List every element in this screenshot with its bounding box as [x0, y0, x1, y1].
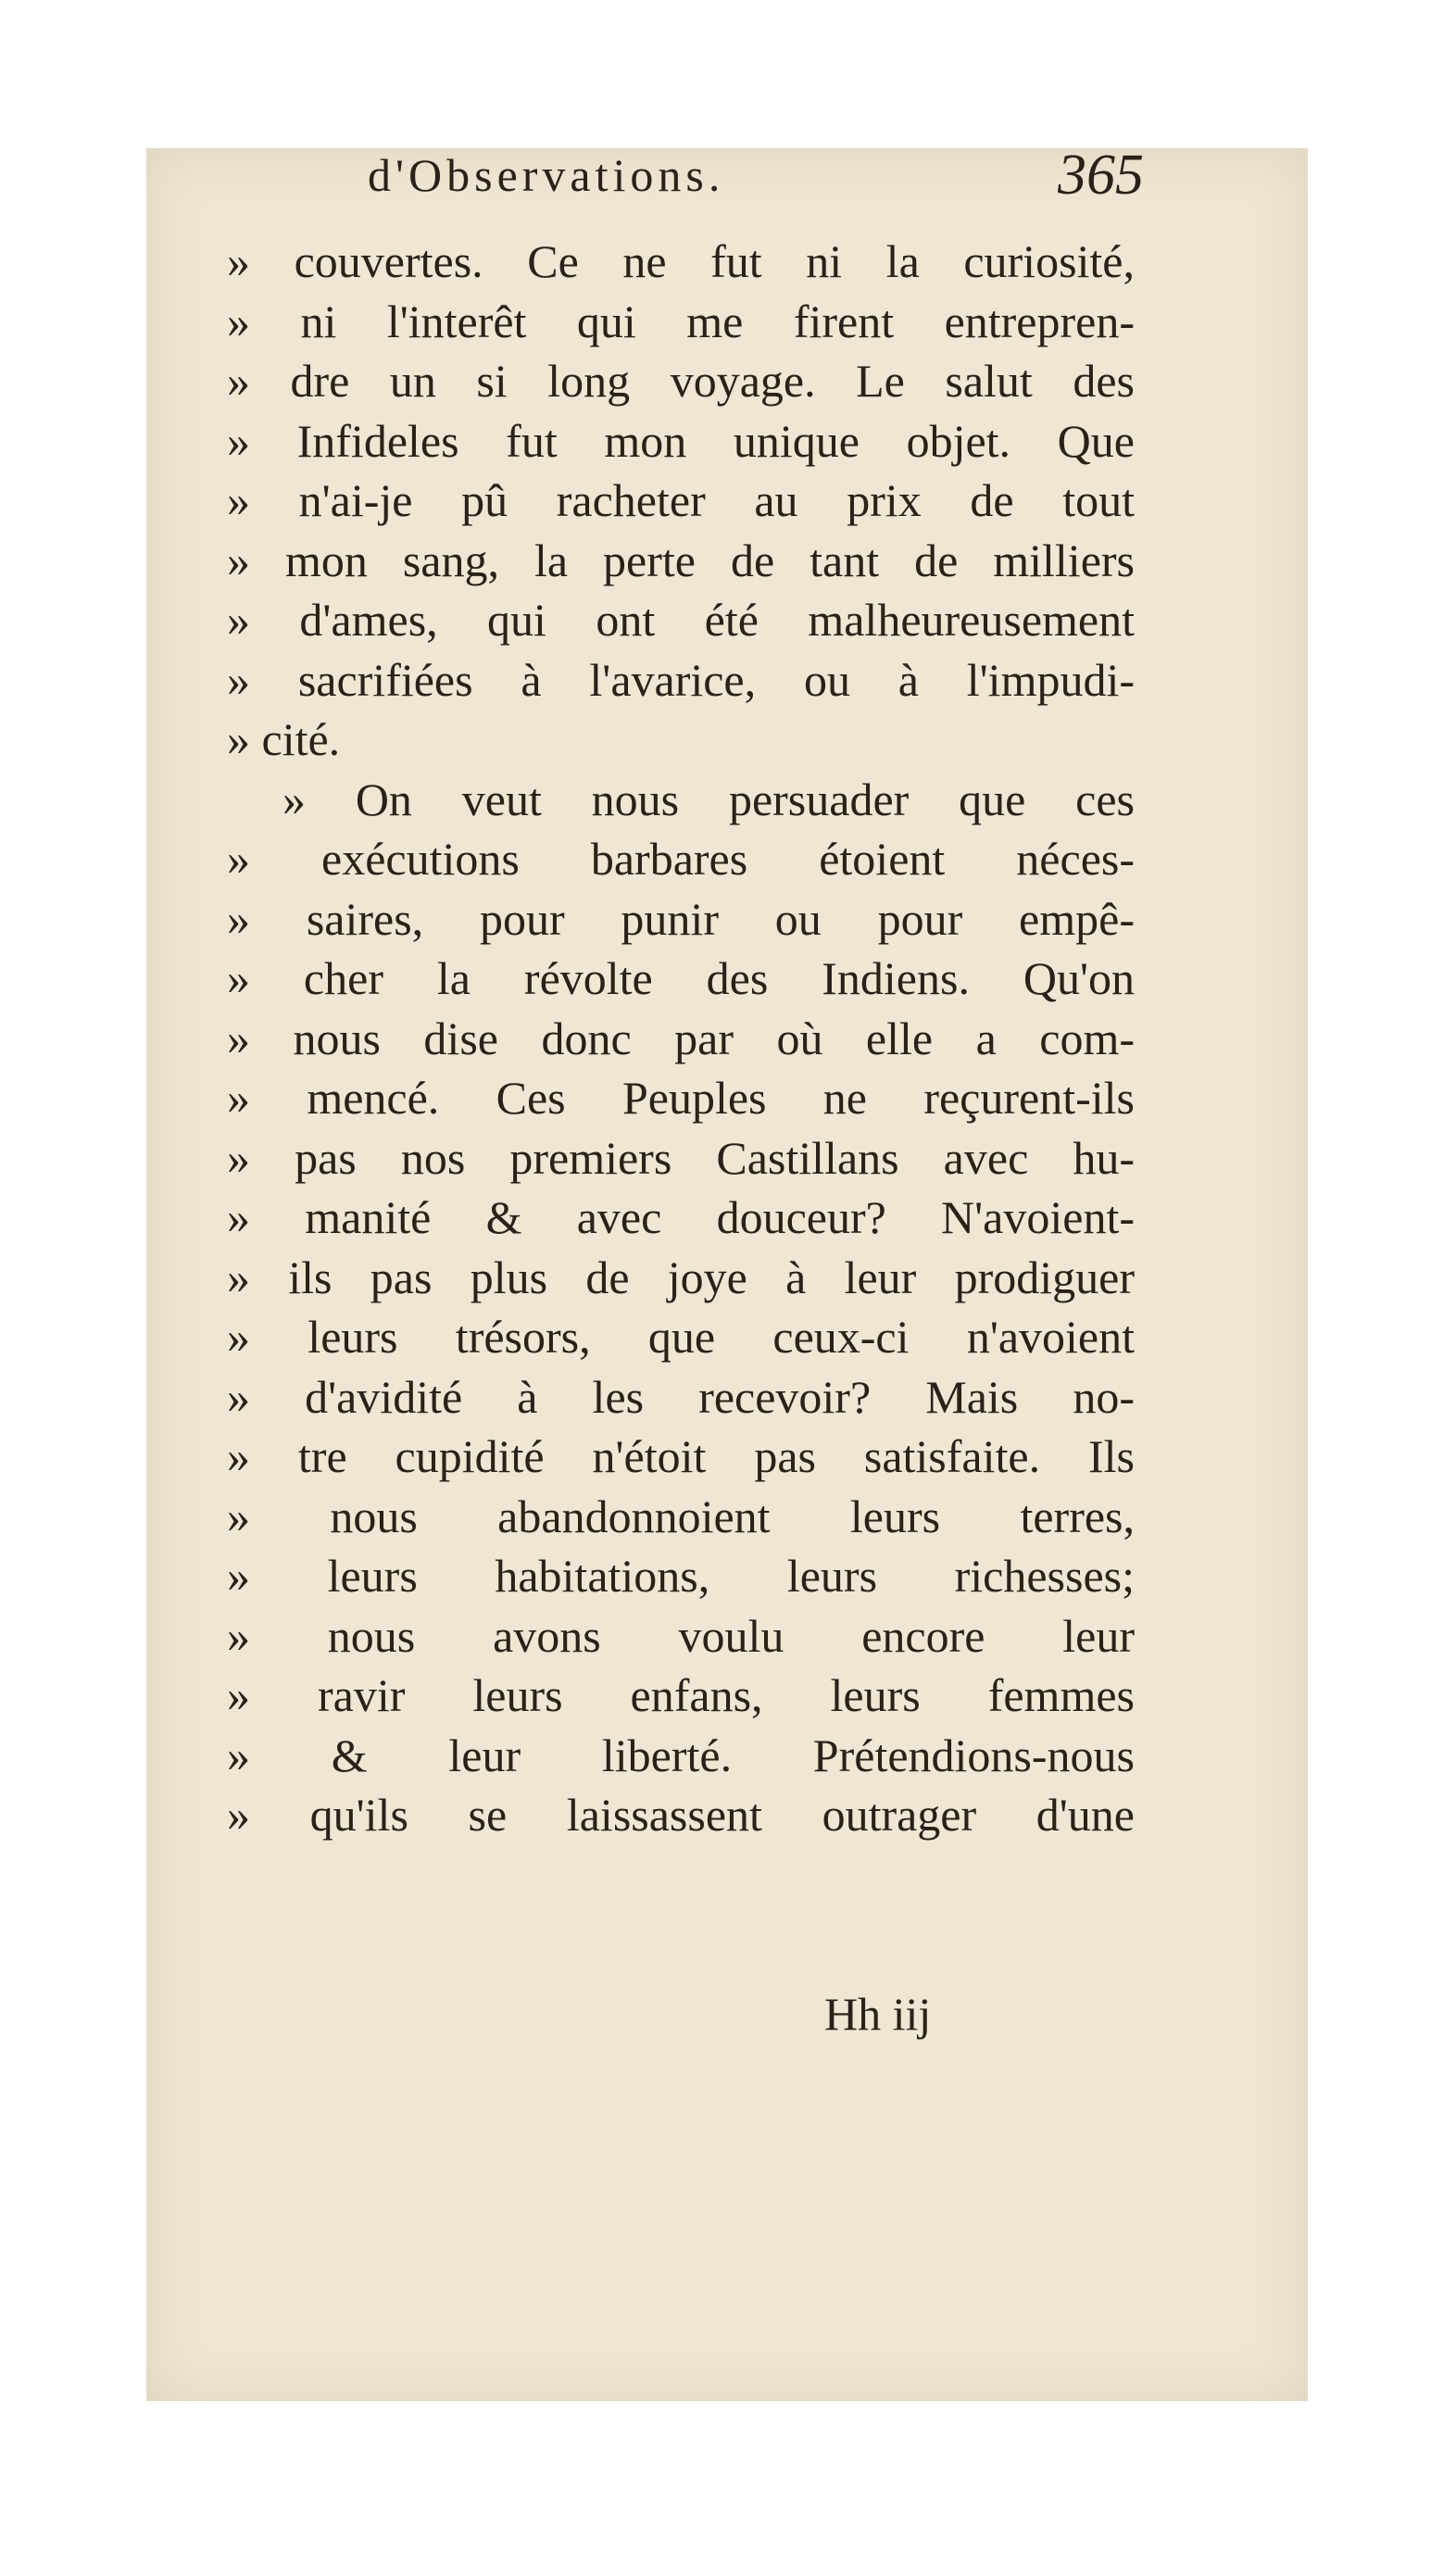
text-line-paragraph-start: » On veut nous persuader que ces	[282, 773, 1135, 825]
text-line: » mon sang, la perte de tant de milliers	[227, 534, 1135, 586]
text-line: » ni l'interêt qui me firent entrepren-	[227, 295, 1135, 347]
text-line: » & leur liberté. Prétendions-nous	[227, 1729, 1135, 1781]
text-line: » cher la révolte des Indiens. Qu'on	[227, 952, 1135, 1004]
text-line: » d'ames, qui ont été malheureusement	[227, 594, 1135, 646]
text-line: » mencé. Ces Peuples ne reçurent-ils	[227, 1072, 1135, 1124]
text-line: » n'ai-je pû racheter au prix de tout	[227, 474, 1135, 526]
text-line: » exécutions barbares étoient néces-	[227, 833, 1135, 885]
text-line: » saires, pour punir ou pour empê-	[227, 892, 1135, 945]
text-line: » qu'ils se laissassent outrager d'une	[227, 1789, 1135, 1841]
text-line: » nous avons voulu encore leur	[227, 1609, 1135, 1662]
text-line: » couvertes. Ce ne fut ni la curiosité,	[227, 235, 1135, 287]
text-line: » leurs trésors, que ceux-ci n'avoient	[227, 1311, 1135, 1363]
body-text	[227, 232, 1135, 1845]
text-line: » leurs habitations, leurs richesses;	[227, 1550, 1135, 1602]
signature-catchword: Hh iij	[824, 1988, 932, 2040]
text-line: » tre cupidité n'étoit pas satisfaite. Ils	[227, 1430, 1135, 1482]
text-line: » nous dise donc par où elle a com-	[227, 1012, 1135, 1064]
text-line: » ils pas plus de joye à leur prodiguer	[227, 1251, 1135, 1303]
text-line: » manité & avec douceur? N'avoient-	[227, 1191, 1135, 1243]
page-number: 365	[1058, 144, 1144, 207]
text-line: » cité.	[227, 713, 341, 765]
text-line: » pas nos premiers Castillans avec hu-	[227, 1131, 1135, 1184]
text-line: » nous abandonnoient leurs terres,	[227, 1490, 1135, 1542]
page-header	[227, 144, 1144, 222]
text-line: » sacrifiées à l'avarice, ou à l'impudi-	[227, 653, 1135, 706]
running-title: d'Observations.	[368, 149, 725, 201]
text-line: » d'avidité à les recevoir? Mais no-	[227, 1370, 1135, 1423]
text-line: » ravir leurs enfans, leurs femmes	[227, 1669, 1135, 1721]
text-line: » Infideles fut mon unique objet. Que	[227, 414, 1135, 467]
text-line: » dre un si long voyage. Le salut des	[227, 355, 1135, 407]
